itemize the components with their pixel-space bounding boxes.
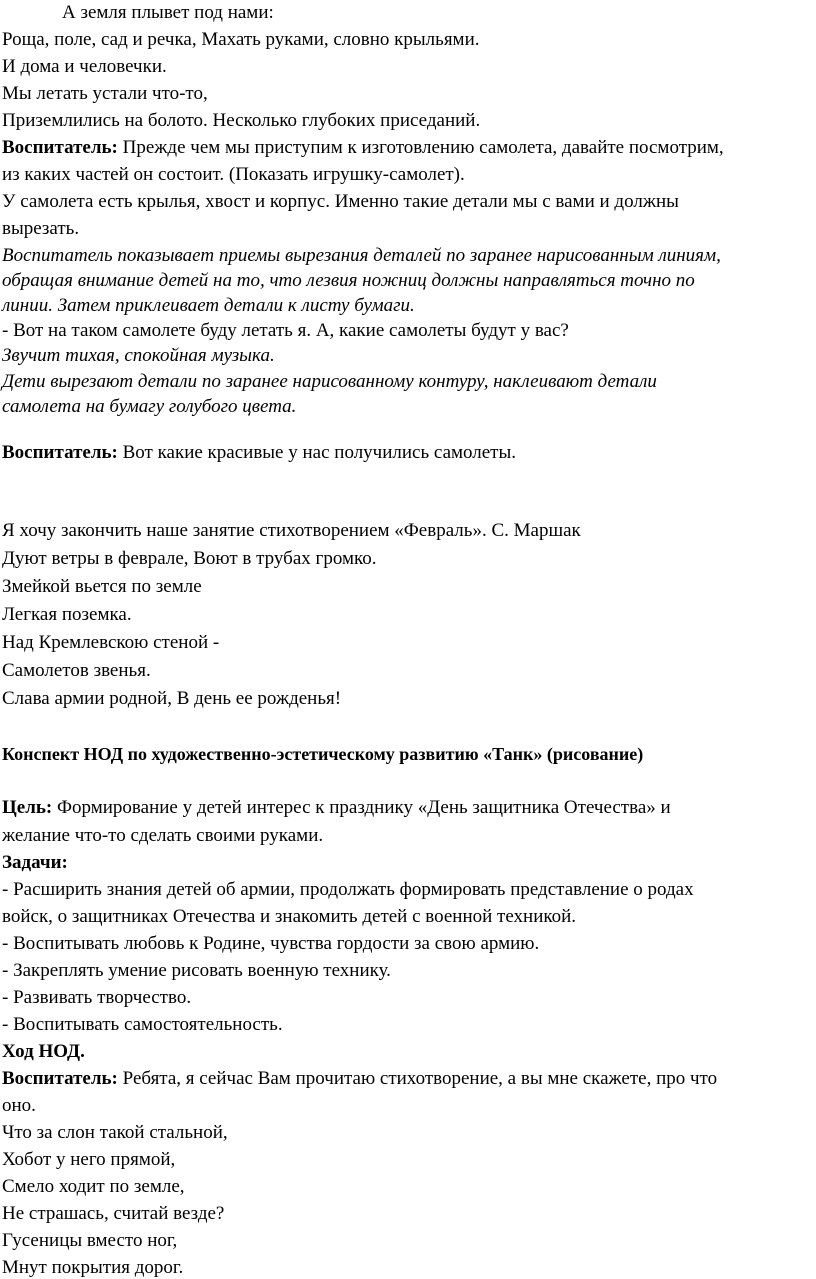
poem-line: Легкая поземка. [2,604,132,625]
paragraph-text: Прежде чем мы приступим к изготовлению самолета, давайте посмотрим, [122,137,724,158]
task-line: - Развивать творчество. [2,987,192,1008]
poem-line: Самолетов звенья. [2,660,151,681]
paragraph-text: Ребята, я сейчас Вам прочитаю стихотворение, а вы мне скажете, про что [122,1068,718,1089]
goal-line [2,797,671,819]
goal-line: желание что-то сделать своими руками. [2,825,324,846]
goal-label: Цель: [2,797,53,818]
paragraph-line: вырезать. [2,218,80,239]
paragraph-text: Вот какие красивые у нас получились самолеты. [122,442,517,463]
task-line: - Закреплять умение рисовать военную технику. [2,960,391,981]
task-line: войск, о защитниках Отечества и знакомить детей с военной техникой. [2,906,577,927]
speaker-label: Воспитатель: [2,1068,118,1089]
stage-direction-line: линии. Затем приклеивает детали к листу бумаги. [2,295,415,316]
stage-direction-line: Звучит тихая, спокойная музыка. [2,345,275,366]
poem-line: Не страшась, считай везде? [2,1203,225,1224]
poem-line: Дуют ветры в феврале, Воют в трубах громко. [2,548,377,569]
task-line: - Воспитывать любовь к Родине, чувства гордости за свою армию. [2,933,540,954]
paragraph-line: из каких частей он состоит. (Показать игрушку-самолет). [2,164,465,185]
course-label: Ход НОД. [2,1041,85,1062]
stage-direction-line: самолета на бумагу голубого цвета. [2,396,297,417]
poem-line: Роща, поле, сад и речка, Махать руками, словно крыльями. [2,29,480,50]
poem-line: Змейкой вьется по земле [2,576,202,597]
speaker-label: Воспитатель: [2,137,118,158]
poem-line: Мы летать устали что-то, [2,83,208,104]
section-title: Конспект НОД по художественно-эстетическому развитию «Танк» (рисование) [2,744,644,764]
paragraph-line: оно. [2,1095,36,1116]
task-line: - Воспитывать самостоятельность. [2,1014,283,1035]
poem-line: Мнут покрытия дорог. [2,1257,184,1278]
poem-line: Гусеницы вместо ног, [2,1230,178,1251]
task-line: - Расширить знания детей об армии, продолжать формировать представление о родах [2,879,694,900]
goal-text: Формирование у детей интерес к празднику «День защитника Отечества» и [57,797,671,818]
poem-line: Приземлились на болото. Несколько глубоких приседаний. [2,110,481,131]
poem-line: Хобот у него прямой, [2,1149,176,1170]
poem-line: Над Кремлевскою стеной - [2,632,220,653]
paragraph-line [2,442,516,464]
poem-line: Я хочу закончить наше занятие стихотворением «Февраль». С. Маршак [2,520,581,541]
stage-direction-line: обращая внимание детей на то, что лезвия ножниц должны направляться точно по [2,270,695,291]
poem-line: Что за слон такой стальной, [2,1122,228,1143]
stage-direction-line: Воспитатель показывает приемы вырезания деталей по заранее нарисованным линиям, [2,245,721,266]
speaker-label: Воспитатель: [2,442,118,463]
poem-line: Слава армии родной, В день ее рожденья! [2,688,342,709]
poem-line: И дома и человечки. [2,56,167,77]
speech-line: - Вот на таком самолете буду летать я. А, какие самолеты будут у вас? [2,320,569,341]
paragraph-line [2,137,724,159]
tasks-label: Задачи: [2,852,68,873]
poem-line: А земля плывет под нами: [62,2,274,23]
poem-line: Смело ходит по земле, [2,1176,185,1197]
paragraph-line [2,1068,717,1090]
paragraph-line: У самолета есть крылья, хвост и корпус. Именно такие детали мы с вами и должны [2,191,679,212]
stage-direction-line: Дети вырезают детали по заранее нарисованному контуру, наклеивают детали [2,371,657,392]
